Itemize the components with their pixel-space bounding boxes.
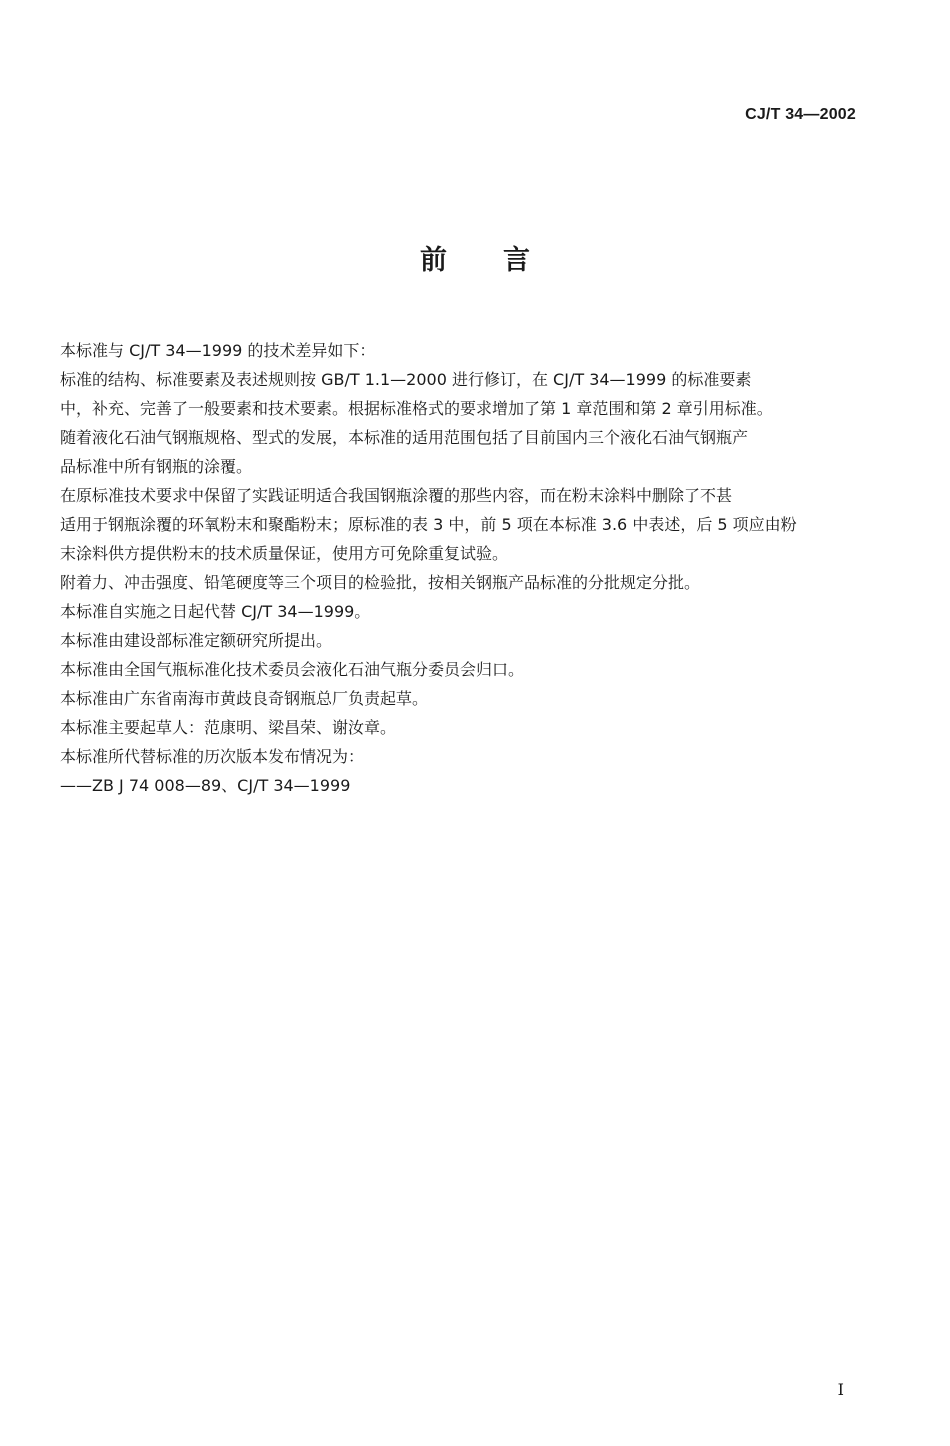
paragraph-technical-requirements xyxy=(60,481,860,568)
paragraph-inspection-batch xyxy=(60,568,860,597)
text-line: 标准的结构、标准要素及表述规则按 GB/T 1.1—2000 进行修订，在 CJ/T 34—1999 的标准要素 xyxy=(60,370,752,389)
text-line: 随着液化石油气钢瓶规格、型式的发展，本标准的适用范围包括了目前国内三个液化石油气钢瓶产 xyxy=(60,428,749,447)
paragraph-drafted-by xyxy=(60,684,860,713)
standard-number: CJ/T 34—2002 xyxy=(745,106,856,123)
paragraph-previous-editions xyxy=(60,771,860,800)
paragraph-centralized-by xyxy=(60,655,860,684)
text-line: 适用于钢瓶涂覆的环氧粉末和聚酯粉末；原标准的表 3 中，前 5 项在本标准 3.6 中表述，后 5 项应由粉 xyxy=(60,515,797,534)
paragraph-version-history xyxy=(60,742,860,771)
text-line: 末涂料供方提供粉末的技术质量保证，使用方可免除重复试验。 xyxy=(60,544,509,563)
paragraph-proposed-by xyxy=(60,626,860,655)
page-number: I xyxy=(837,1380,844,1399)
text-line: 本标准由建设部标准定额研究所提出。 xyxy=(60,631,333,650)
foreword-body xyxy=(60,336,860,800)
text-line: 本标准主要起草人：范康明、梁昌荣、谢汝章。 xyxy=(60,718,397,737)
text-line: 本标准与 CJ/T 34—1999 的技术差异如下： xyxy=(60,341,376,360)
paragraph-structure-revision xyxy=(60,365,860,423)
text-line: 本标准由全国气瓶标准化技术委员会液化石油气瓶分委员会归口。 xyxy=(60,660,525,679)
text-line: 本标准自实施之日起代替 CJ/T 34—1999。 xyxy=(60,602,371,621)
text-line: 附着力、冲击强度、铅笔硬度等三个项目的检验批，按相关钢瓶产品标准的分批规定分批。 xyxy=(60,573,701,592)
text-line: 本标准所代替标准的历次版本发布情况为： xyxy=(60,747,365,766)
text-line: 品标准中所有钢瓶的涂覆。 xyxy=(60,457,253,476)
paragraph-scope xyxy=(60,423,860,481)
paragraph-differences-intro xyxy=(60,336,860,365)
text-line: 中，补充、完善了一般要素和技术要素。根据标准格式的要求增加了第 1 章范围和第 2 章引用标准。 xyxy=(60,399,773,418)
paragraph-replaces xyxy=(60,597,860,626)
text-line: 本标准由广东省南海市黄歧良奇钢瓶总厂负责起草。 xyxy=(60,689,429,708)
paragraph-drafters xyxy=(60,713,860,742)
text-line: 在原标准技术要求中保留了实践证明适合我国钢瓶涂覆的那些内容，而在粉末涂料中删除了不甚 xyxy=(60,486,733,505)
page-title: 前言 xyxy=(420,245,586,276)
text-line: ——ZB J 74 008—89、CJ/T 34—1999 xyxy=(60,776,351,795)
